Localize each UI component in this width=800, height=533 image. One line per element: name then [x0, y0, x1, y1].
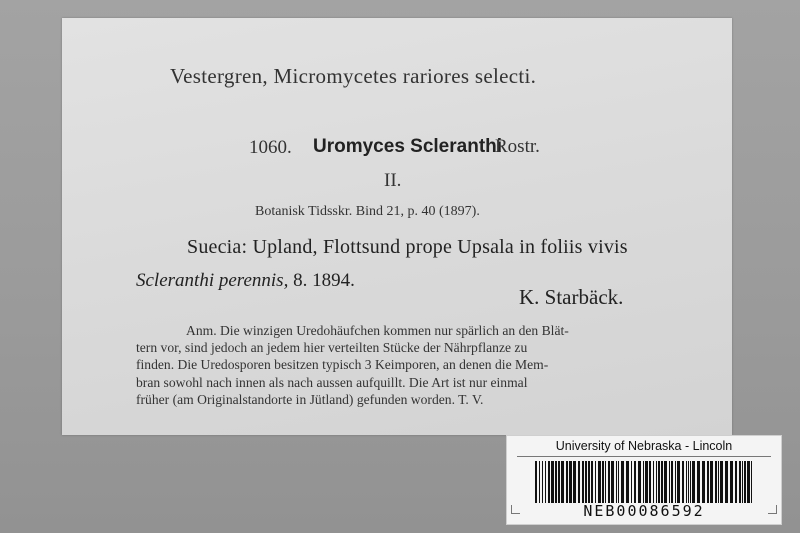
barcode-bar: [725, 461, 728, 503]
host-and-date: [136, 270, 355, 292]
barcode-bar: [634, 461, 636, 503]
barcode-bar: [692, 461, 695, 503]
barcode-bar: [551, 461, 554, 503]
barcode-bar: [643, 461, 644, 503]
barcode-bar: [751, 461, 752, 503]
barcode-bar: [718, 461, 719, 503]
annotation-note: [136, 322, 676, 408]
barcode-bar: [595, 461, 596, 503]
barcode-bar: [618, 461, 619, 503]
barcode-bar: [535, 461, 537, 503]
barcode-bar: [707, 461, 709, 503]
barcode-bar: [582, 461, 584, 503]
barcode-bar: [675, 461, 676, 503]
spore-stage: II.: [384, 170, 402, 191]
barcode-bar: [690, 461, 691, 503]
literature-citation: Botanisk Tidsskr. Bind 21, p. 40 (1897).: [255, 204, 480, 219]
collection-locality: Suecia: Upland, Flottsund prope Upsala in foliis vivis: [187, 236, 628, 258]
barcode-bar: [710, 461, 713, 503]
barcode-bar: [649, 461, 651, 503]
barcode-bar: [545, 461, 546, 503]
barcode-bar: [669, 461, 670, 503]
barcode-bar: [608, 461, 610, 503]
barcode-bar: [616, 461, 617, 503]
note-line: finden. Die Uredosporen besitzen typisch 3 Keimporen, an denen die Mem-: [136, 357, 549, 373]
barcode-bar: [631, 461, 632, 503]
institution-name: University of Nebraska - Lincoln: [555, 439, 733, 453]
barcode-bar: [671, 461, 673, 503]
barcode-bar: [611, 461, 614, 503]
host-plant: Scleranthi perennis,: [136, 270, 289, 291]
note-line: bran sowohl nach innen als nach aussen aufquillt. Die Art ist nur einmal: [136, 374, 528, 390]
sticker-divider: [517, 456, 771, 457]
barcode-bar: [585, 461, 587, 503]
corner-mark: [768, 505, 777, 514]
barcode-bar: [658, 461, 660, 503]
corner-mark: [511, 505, 520, 514]
barcode-bar: [697, 461, 700, 503]
barcode-bar: [661, 461, 663, 503]
barcode-bar: [573, 461, 576, 503]
collector-name: K. Starbäck.: [519, 285, 624, 309]
barcode-number: NEB00086592: [583, 502, 705, 520]
barcode-bar: [653, 461, 654, 503]
barcode-bar: [735, 461, 737, 503]
barcode-bar: [578, 461, 580, 503]
species-author: Rostr.: [495, 136, 540, 157]
barcode-bar: [677, 461, 680, 503]
barcode-sticker: [506, 435, 782, 525]
barcode-bar: [739, 461, 741, 503]
barcode-bar: [605, 461, 606, 503]
barcode-bar: [569, 461, 572, 503]
barcode-bar: [566, 461, 568, 503]
collection-date: 8. 1894.: [293, 270, 355, 291]
exsiccata-number: 1060.: [249, 137, 292, 158]
barcode-bar: [702, 461, 705, 503]
barcode-bar: [638, 461, 641, 503]
note-line: tern vor, sind jedoch an jedem hier verteilten Stücke der Nährpflanze zu: [136, 340, 528, 356]
barcode-bar: [742, 461, 743, 503]
barcode-bar: [555, 461, 557, 503]
barcode-bar: [621, 461, 624, 503]
barcode-bar: [744, 461, 746, 503]
barcode-bar: [542, 461, 543, 503]
barcode-bar: [730, 461, 733, 503]
barcode-graphic: [535, 461, 753, 503]
barcode-bar: [591, 461, 593, 503]
barcode-bar: [588, 461, 590, 503]
series-title: Vestergren, Micromycetes rariores selecti.: [170, 64, 537, 88]
barcode-bar: [682, 461, 684, 503]
barcode-bar: [558, 461, 560, 503]
note-line: Anm. Die winzigen Uredohäufchen kommen nur spärlich an den Blät-: [186, 323, 569, 338]
barcode-bar: [548, 461, 550, 503]
barcode-bar: [539, 461, 540, 503]
note-line: früher (am Originalstandorte in Jütland) gefunden worden. T. V.: [136, 391, 484, 407]
barcode-bar: [656, 461, 657, 503]
barcode-bar: [561, 461, 564, 503]
barcode-bar: [715, 461, 717, 503]
barcode-bar: [688, 461, 689, 503]
barcode-bar: [645, 461, 648, 503]
barcode-bar: [720, 461, 723, 503]
barcode-bar: [664, 461, 667, 503]
barcode-bar: [626, 461, 629, 503]
barcode-bar: [686, 461, 687, 503]
barcode-bar: [747, 461, 750, 503]
barcode-bar: [602, 461, 604, 503]
species-name: Uromyces Scleranthi: [313, 136, 503, 157]
barcode-bar: [598, 461, 601, 503]
